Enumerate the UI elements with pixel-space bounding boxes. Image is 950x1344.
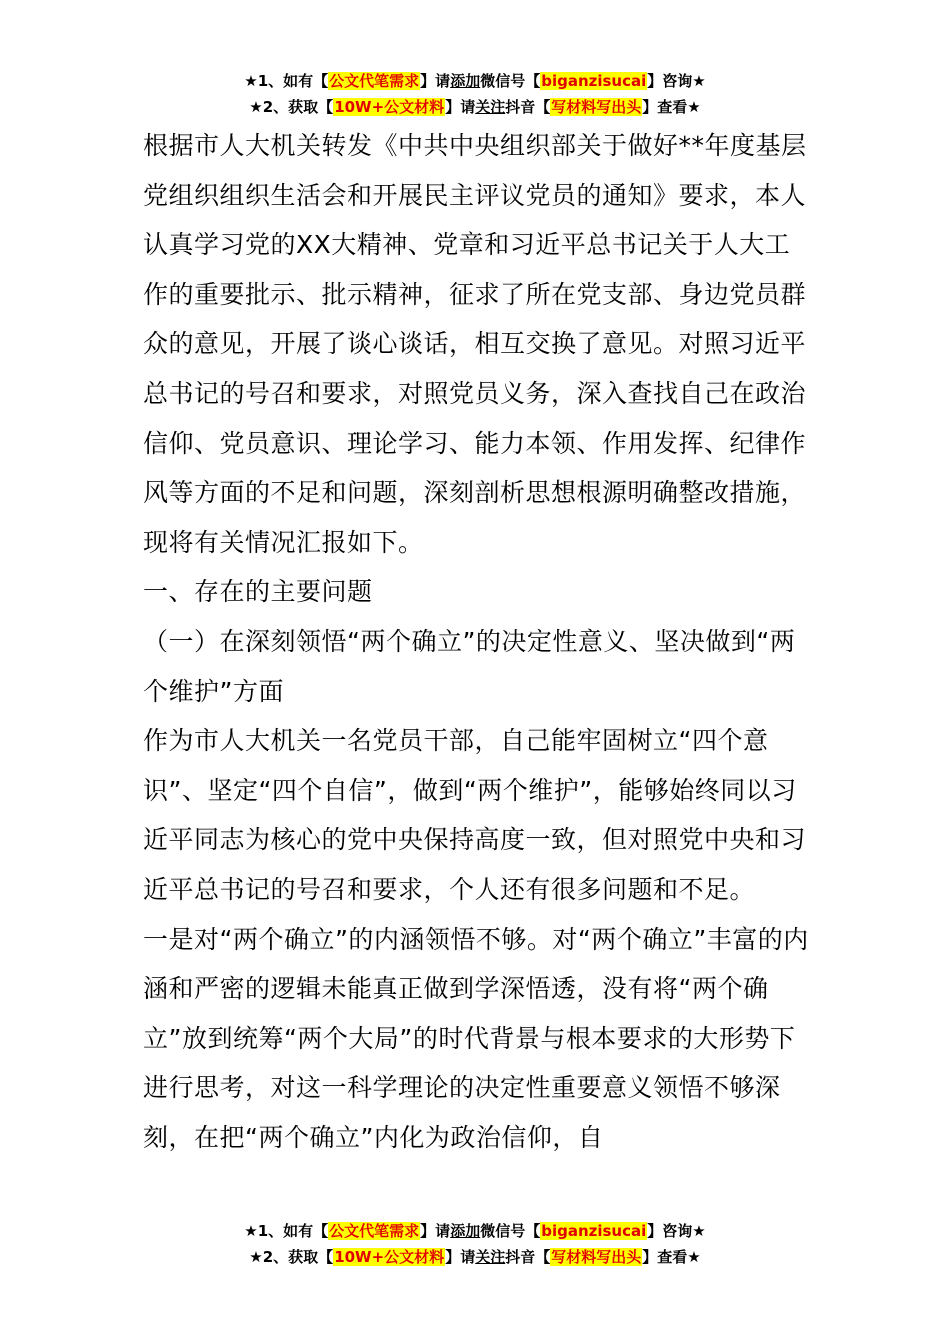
banner-line-1 bbox=[0, 1218, 950, 1244]
section-heading: 一、存在的主要问题 bbox=[143, 577, 373, 607]
banner-line-1 bbox=[0, 68, 950, 94]
banner-highlight: 公文代笔需求 bbox=[329, 1222, 420, 1240]
banner-highlight: 写材料写出头 bbox=[551, 1248, 642, 1266]
banner-text: 抖音【 bbox=[505, 1248, 551, 1266]
banner-highlight: 10W+公文材料 bbox=[334, 1248, 445, 1266]
banner-text: ★2、获取【 bbox=[249, 98, 334, 116]
banner-text: 】请 bbox=[420, 1222, 451, 1240]
banner-underline: 添加 bbox=[450, 1222, 481, 1240]
banner-underline: 关注 bbox=[475, 1248, 506, 1266]
banner-text: 】请 bbox=[445, 98, 476, 116]
paragraph-intro: 根据市人大机关转发《中共中央组织部关于做好**年度基层党组织组织生活会和开展民主评议党员的通知》要求，本人认真学习党的XX大精神、党章和习近平总书记关于人大工作的重要批示、批示精神，征求了所在党支部、身边党员群众的意见，开展了谈心谈话，相互交换了意见。对照习近平总书记的号召和要求，对照党员义务，深入查找自己在政治信仰、党员意识、理论学习、能力本领、作用发挥、纪律作风等方面的不足和问题，深刻剖析思想根源明确整改措施，现将有关情况汇报如下。 bbox=[143, 131, 807, 557]
banner-highlight: biganzisucai bbox=[541, 72, 647, 90]
banner-line-2 bbox=[0, 1244, 950, 1270]
paragraph: 一是对“两个确立”的内涵领悟不够。对“两个确立”丰富的内涵和严密的逻辑未能真正做到学深悟透，没有将“两个确立”放到统筹“两个大局”的时代背景与根本要求的大形势下进行思考，对这一科学理论的决定性重要意义领悟不够深刻，在把“两个确立”内化为政治信仰，自 bbox=[143, 924, 809, 1152]
banner-underline: 添加 bbox=[450, 72, 481, 90]
banner-underline: 关注 bbox=[475, 98, 506, 116]
banner-text: ★2、获取【 bbox=[249, 1248, 334, 1266]
banner-text: 】请 bbox=[420, 72, 451, 90]
banner-text: ★1、如有【 bbox=[244, 1222, 329, 1240]
banner-text: 】查看★ bbox=[642, 1248, 701, 1266]
banner-line-2 bbox=[0, 94, 950, 120]
document-body bbox=[143, 121, 809, 1162]
banner-text: 】咨询★ bbox=[647, 1222, 706, 1240]
banner-text: ★1、如有【 bbox=[244, 72, 329, 90]
banner-text: 抖音【 bbox=[505, 98, 551, 116]
banner-text: 微信号【 bbox=[480, 1222, 541, 1240]
paragraph: 作为市人大机关一名党员干部，自己能牢固树立“四个意识”、坚定“四个自信”，做到“两个维护”，能够始终同以习近平同志为核心的党中央保持高度一致，但对照党中央和习近平总书记的号召和要求，个人还有很多问题和不足。 bbox=[143, 726, 807, 904]
header-banner bbox=[0, 68, 950, 120]
banner-highlight: 公文代笔需求 bbox=[329, 72, 420, 90]
banner-text: 】咨询★ bbox=[647, 72, 706, 90]
banner-highlight: 10W+公文材料 bbox=[334, 98, 445, 116]
banner-text: 】查看★ bbox=[642, 98, 701, 116]
footer-banner bbox=[0, 1218, 950, 1270]
banner-text: 微信号【 bbox=[480, 72, 541, 90]
banner-highlight: 写材料写出头 bbox=[551, 98, 642, 116]
banner-highlight: biganzisucai bbox=[541, 1222, 647, 1240]
banner-text: 】请 bbox=[445, 1248, 476, 1266]
subsection-heading: （一）在深刻领悟“两个确立”的决定性意义、坚决做到“两个维护”方面 bbox=[143, 626, 796, 706]
